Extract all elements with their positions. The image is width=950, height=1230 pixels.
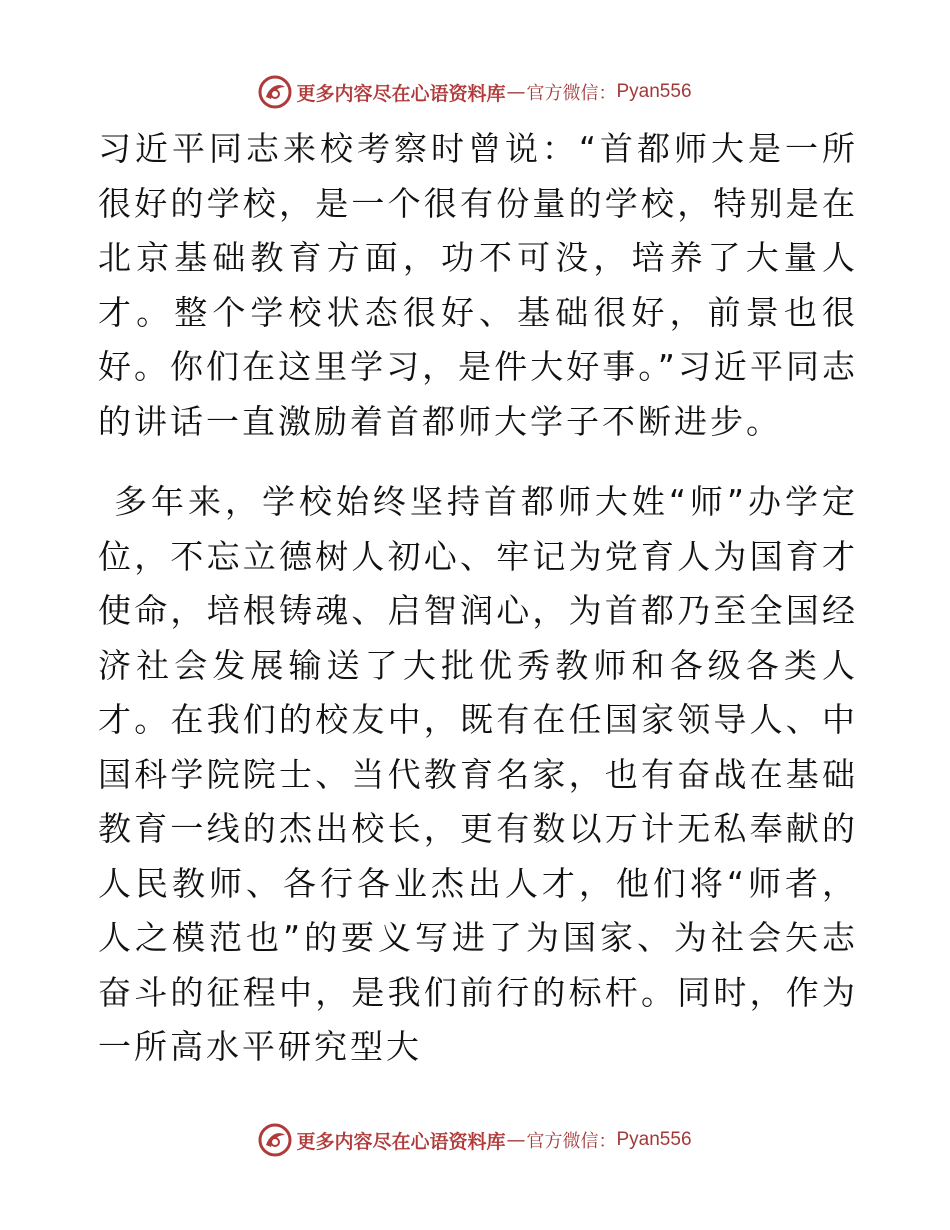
footer-banner	[0, 1120, 950, 1160]
footer-wechat-label: 官方微信：	[526, 1131, 617, 1152]
header-banner	[0, 72, 950, 112]
header-wechat-label: 官方微信：	[526, 83, 617, 104]
footer-brand-text: 更多内容尽在心语资料库	[296, 1130, 506, 1153]
brand-logo-icon	[258, 1123, 292, 1157]
header-wechat-id: Pyan556	[616, 81, 692, 102]
header-separator: —	[506, 81, 526, 103]
brand-logo-icon	[258, 75, 292, 109]
paragraph-1: 习近平同志来校考察时曾说：“首都师大是一所很好的学校，是一个很有份量的学校，特别是在北京基础教育方面，功不可没，培养了大量人才。整个学校状态很好、基础很好，前景也很好。你们在这里学习，是件大好事。”习近平同志的讲话一直激励着首都师大学子不断进步。	[98, 129, 858, 441]
footer-separator: —	[506, 1129, 526, 1151]
document-body	[98, 122, 858, 1075]
header-brand-text: 更多内容尽在心语资料库	[296, 82, 506, 105]
paragraph-2: 多年来，学校始终坚持首都师大姓“师”办学定位，不忘立德树人初心、牢记为党育人为国育才使命，培根铸魂、启智润心，为首都乃至全国经济社会发展输送了大批优秀教师和各级各类人才。在我们的校友中，既有在任国家领导人、中国科学院院士、当代教育名家，也有奋战在基础教育一线的杰出校长，更有数以万计无私奉献的人民教师、各行各业杰出人才，他们将“师者，人之模范也”的要义写进了为国家、为社会矢志奋斗的征程中，是我们前行的标杆。同时，作为一所高水平研究型大	[98, 482, 858, 1066]
footer-wechat-id: Pyan556	[616, 1129, 692, 1150]
